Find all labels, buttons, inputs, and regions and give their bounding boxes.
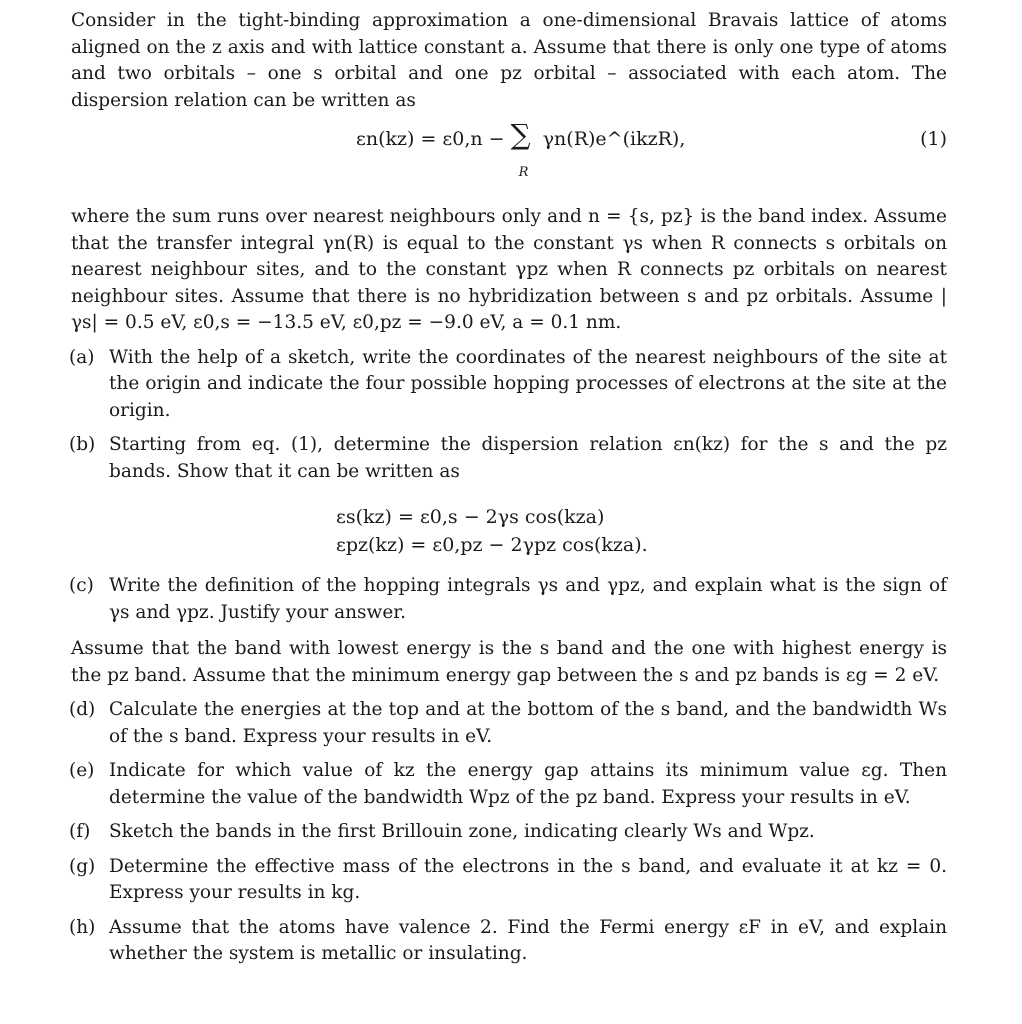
gap-paragraph: Assume that the band with lowest energy is the s band and the one with highest energy is the pz band. Assume that the minimum energy gap between the s and pz bands is εg = 2 eV. bbox=[71, 638, 947, 686]
question-b-text: Starting from eq. (1), determine the dispersion relation εn(kz) for the s and the pz bands. Show that it can be written as bbox=[109, 434, 947, 482]
question-a-label: (a) bbox=[69, 346, 95, 368]
equation-1 bbox=[71, 118, 947, 198]
equation-1-rhs: γn(R)e^(ikzR), bbox=[542, 128, 686, 150]
equation-1-number: (1) bbox=[920, 128, 947, 150]
question-f-label: (f) bbox=[69, 821, 91, 842]
sum-operator: ∑ R bbox=[510, 118, 531, 180]
band-equations bbox=[336, 503, 947, 559]
equation-1-lhs: εn(kz) = ε0,n − bbox=[356, 128, 505, 150]
question-h-text: Assume that the atoms have valence 2. Find the Fermi energy εF in eV, and explain whether the system is metallic or insulating. bbox=[109, 916, 947, 964]
question-h-label: (h) bbox=[69, 916, 96, 938]
question-b bbox=[71, 432, 947, 485]
question-d bbox=[71, 697, 947, 750]
equation-1-body bbox=[356, 118, 686, 180]
question-g-label: (g) bbox=[69, 855, 96, 877]
question-g bbox=[71, 854, 947, 907]
question-a-text: With the help of a sketch, write the coordinates of the nearest neighbours of the site at the origin and indicate the four possible hopping processes of electrons at the site at the origin. bbox=[109, 346, 947, 421]
question-c bbox=[71, 573, 947, 626]
question-f bbox=[71, 819, 947, 846]
question-b-label: (b) bbox=[69, 434, 96, 455]
question-e bbox=[71, 758, 947, 811]
question-c-label: (c) bbox=[69, 575, 94, 596]
question-e-text: Indicate for which value of kz the energy gap attains its minimum value εg. Then determine the value of the bandwidth Wpz of the pz band. Express your results in eV. bbox=[109, 760, 947, 808]
pz-band-equation: εpz(kz) = ε0,pz − 2γpz cos(kza). bbox=[336, 534, 648, 556]
after-equation-paragraph: where the sum runs over nearest neighbours only and n = {s, pz} is the band index. Assume that the transfer integral γn(R) is equal to the constant γs when R connects s orbitals on nearest neighbour sites, and to the constant γpz when R connects pz orbitals on nearest neighbour sites. Assume that there is no hybridization between s and pz orbitals. Assume |γs| = 0.5 eV, ε0,s = −13.5 eV, ε0,pz = −9.0 eV, a = 0.1 nm. bbox=[71, 206, 947, 333]
question-d-text: Calculate the energies at the top and at the bottom of the s band, and the bandwidth Ws of the s band. Express your results in eV. bbox=[109, 699, 947, 747]
question-d-label: (d) bbox=[69, 699, 96, 720]
s-band-equation: εs(kz) = ε0,s − 2γs cos(kza) bbox=[336, 506, 605, 528]
question-a bbox=[71, 345, 947, 425]
intro-paragraph: Consider in the tight-binding approximation a one-dimensional Bravais lattice of atoms aligned on the z axis and with lattice constant a. Assume that there is only one type of atoms and two orbitals – one s orbital and one pz orbital – associated with each atom. The dispersion relation can be written as bbox=[71, 10, 947, 111]
question-e-label: (e) bbox=[69, 760, 95, 781]
top-rule bbox=[160, 0, 255, 7]
question-c-text: Write the definition of the hopping integrals γs and γpz, and explain what is the sign of γs and γpz. Justify your answer. bbox=[109, 575, 947, 623]
question-g-text: Determine the effective mass of the electrons in the s band, and evaluate it at kz = 0. Express your results in kg. bbox=[109, 855, 947, 903]
question-h bbox=[71, 915, 947, 968]
problem-document bbox=[71, 8, 947, 968]
question-f-text: Sketch the bands in the first Brillouin zone, indicating clearly Ws and Wpz. bbox=[109, 821, 815, 842]
